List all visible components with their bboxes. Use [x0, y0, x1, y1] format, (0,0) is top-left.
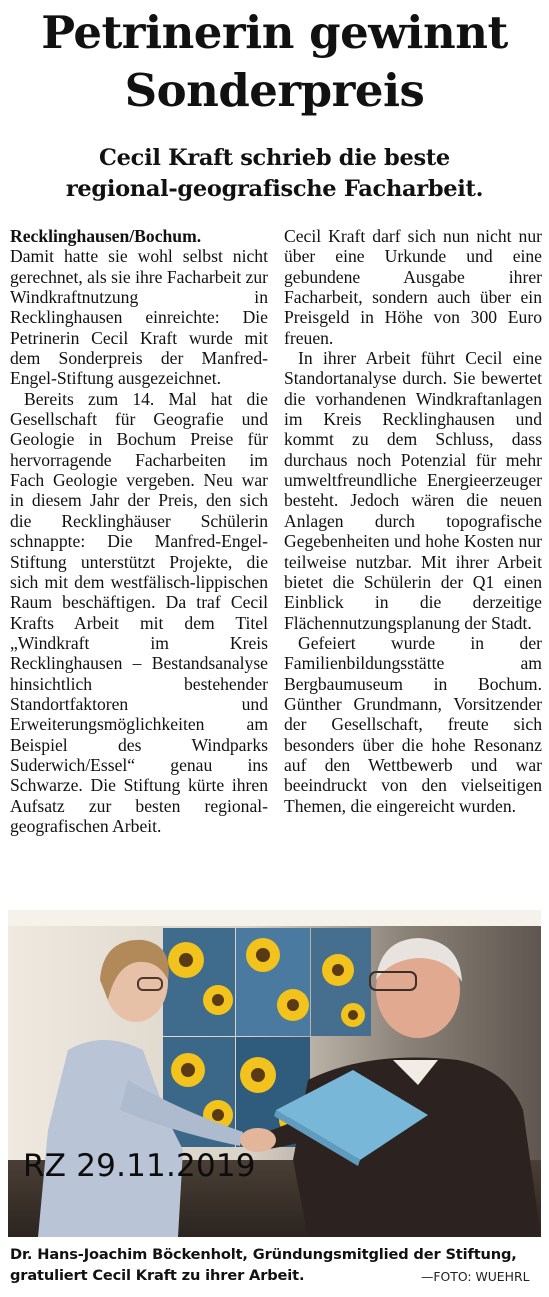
article-photo — [8, 910, 541, 1237]
headline-line-2: Sonderpreis — [124, 64, 425, 117]
photo-ceiling — [8, 910, 541, 926]
headline-line-1: Petrinerin gewinnt — [41, 6, 508, 59]
subheadline — [0, 143, 549, 205]
paragraph-5: Gefeiert wurde in der Familienbildungsstätte am Bergbaumuseum in Bochum. Günther Grundmann, Vorsitzender der Gesellschaft, freute sich besonders über die hohe Resonanz auf den Wettbewerb und war beeindruckt von den vielseitigen Themen, die eingereicht wurden. — [284, 632, 542, 816]
subheadline-line-2: regional-geografische Facharbeit. — [65, 176, 484, 202]
photo-illustration — [8, 910, 541, 1237]
paragraph-4: In ihrer Arbeit führt Cecil eine Standortanalyse durch. Sie bewertet die vorhandenen Windkraftanlagen im Kreis Recklinghausen und kommt zu dem Schluss, dass durchaus noch Potenzial für mehr umweltfreundliche Energieerzeuger besteht. Jedoch wären die neuen Anlagen durch topografische Gegebenheiten und hohe Kosten nur teilweise nutzbar. Mit ihrer Arbeit bietet die Schülerin der Q1 einen Einblick in die derzeitige Flächennutzungsplanung der Stadt. — [284, 348, 542, 633]
dateline: Recklinghausen/Bochum. — [10, 226, 202, 246]
paragraph-1: Damit hatte sie wohl selbst nicht gerechnet, als sie ihre Facharbeit zur Windkraftnutzung in Recklinghausen einreichte: Die Petrinerin Cecil Kraft wurde mit dem Sonderpreis der Manfred-Engel-Stiftung ausgezeichnet. — [10, 246, 268, 389]
photo-date-stamp: RZ 29.11.2019 — [23, 1148, 256, 1184]
article-column-right — [284, 226, 542, 816]
paragraph-3: Cecil Kraft darf sich nun nicht nur über eine Urkunde und eine gebundene Ausgabe ihrer Facharbeit, sondern auch über ein Preisgeld in Höhe von 300 Euro freuen. — [284, 226, 542, 348]
photo-credit: —FOTO: WUEHRL — [421, 1269, 530, 1284]
subheadline-line-1: Cecil Kraft schrieb die beste — [99, 145, 450, 171]
paragraph-2: Bereits zum 14. Mal hat die Gesellschaft für Geografie und Geologie in Bochum Preise für hervorragende Facharbeiten im Fach Geologie vergeben. Neu war in diesem Jahr der Preis, den sich die Recklinghäuser Schülerin schnappte: Die Manfred-Engel-Stiftung unterstützt Projekte, die sich mit dem westfälisch-lippischen Raum beschäftigen. Da traf Cecil Krafts Arbeit mit dem Titel „Windkraft im Kreis Recklinghausen – Bestandsanalyse hinsichtlich bestehender Standortfaktoren und Erweiterungsmöglichkeiten am Beispiel des Windparks Suderwich/Essel“ genau ins Schwarze. Die Stiftung kürte ihren Aufsatz zur besten regional-geografischen Arbeit. — [10, 388, 268, 836]
photo-caption: Dr. Hans-Joachim Böckenholt, Gründungsmitglied der Stiftung, gratuliert Cecil Kraft zu ihrer Arbeit. — [10, 1246, 517, 1284]
article-column-left — [10, 226, 268, 836]
headline — [0, 4, 549, 120]
